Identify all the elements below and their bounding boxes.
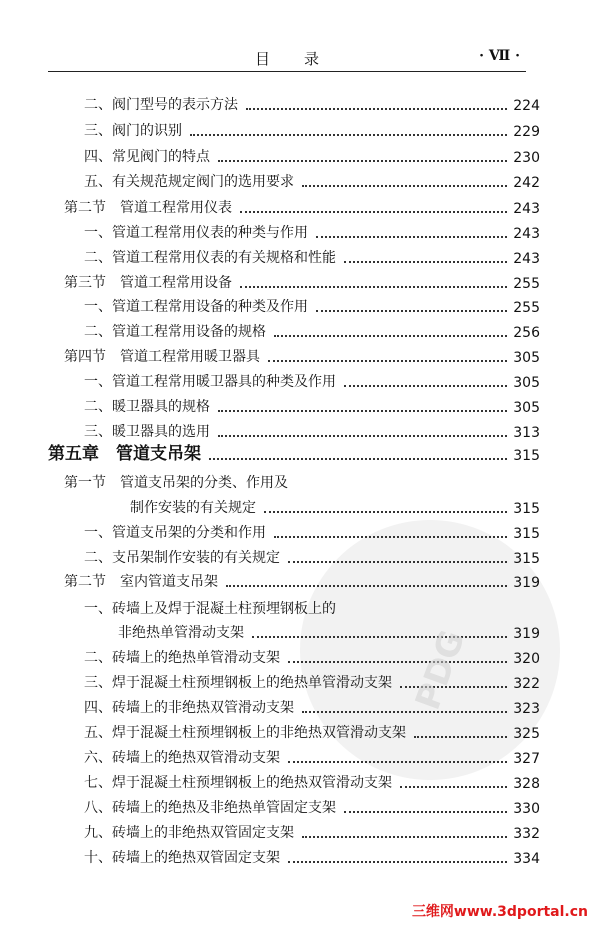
toc-entry-page: 319 bbox=[513, 575, 540, 591]
toc-leader-dots bbox=[218, 160, 507, 162]
toc-entry-page: 334 bbox=[513, 851, 540, 867]
toc-section bbox=[64, 195, 540, 217]
toc-leader-dots bbox=[240, 211, 507, 213]
toc-entry-page: 319 bbox=[513, 626, 540, 642]
toc-section bbox=[64, 344, 540, 366]
toc-entry-label: 一、管道支吊架的分类和作用 bbox=[84, 525, 266, 541]
toc-entry bbox=[84, 394, 540, 416]
toc-entry-label: 八、砖墙上的绝热及非绝热单管固定支架 bbox=[84, 800, 336, 816]
toc-leader-dots bbox=[264, 511, 507, 513]
toc-leader-dots bbox=[240, 286, 507, 288]
toc-leader-dots bbox=[226, 585, 507, 587]
toc-entry-label: 二、暖卫器具的规格 bbox=[84, 399, 210, 415]
toc-leader-dots bbox=[316, 236, 507, 238]
toc-entry-page: 243 bbox=[513, 226, 540, 242]
toc-entry bbox=[84, 220, 540, 242]
toc-entry-label: 一、管道工程常用设备的种类及作用 bbox=[84, 299, 308, 315]
toc-entry-page: 255 bbox=[513, 276, 540, 292]
toc-entry-page: 328 bbox=[513, 776, 540, 792]
toc-entry bbox=[84, 419, 540, 441]
toc-entry bbox=[84, 745, 540, 767]
toc-entry-label: 十、砖墙上的绝热双管固定支架 bbox=[84, 850, 280, 866]
toc-entry-page: 243 bbox=[513, 251, 540, 267]
toc-leader-dots bbox=[288, 661, 507, 663]
toc-entry-label: 二、管道工程常用设备的规格 bbox=[84, 324, 266, 340]
toc-entry-label: 五、焊于混凝土柱预埋钢板上的非绝热双管滑动支架 bbox=[84, 725, 406, 741]
toc-leader-dots bbox=[400, 786, 507, 788]
toc-entry bbox=[84, 820, 540, 842]
toc-leader-dots bbox=[288, 761, 507, 763]
toc-entry-label: 第二节 室内管道支吊架 bbox=[64, 574, 218, 590]
toc-entry-page: 256 bbox=[513, 325, 540, 341]
toc-entry-line1: 一、砖墙上及焊于混凝土柱预埋钢板上的 bbox=[84, 601, 336, 617]
toc-entry bbox=[84, 645, 540, 667]
toc-entry-page: 305 bbox=[513, 350, 540, 366]
toc-entry bbox=[84, 319, 540, 341]
toc-entry bbox=[84, 92, 540, 114]
toc-entry-label: 二、管道工程常用仪表的有关规格和性能 bbox=[84, 250, 336, 266]
toc-entry bbox=[84, 770, 540, 792]
toc-leader-dots bbox=[302, 711, 507, 713]
toc-entry-page: 330 bbox=[513, 801, 540, 817]
toc-entry-page: 315 bbox=[513, 448, 540, 464]
toc-entry-page: 305 bbox=[513, 400, 540, 416]
toc-entry-label: 三、阀门的识别 bbox=[84, 123, 182, 139]
toc-entry-label: 第三节 管道工程常用设备 bbox=[64, 275, 232, 291]
header-title: 目录 bbox=[254, 50, 353, 68]
toc-leader-dots bbox=[246, 108, 507, 110]
toc-leader-dots bbox=[344, 385, 507, 387]
toc-leader-dots bbox=[414, 736, 507, 738]
toc-entry-label: 二、砖墙上的绝热单管滑动支架 bbox=[84, 650, 280, 666]
toc-entry-page: 315 bbox=[513, 501, 540, 517]
toc-entry-page: 325 bbox=[513, 726, 540, 742]
toc-entry-page: 229 bbox=[513, 124, 540, 140]
toc-leader-dots bbox=[209, 458, 507, 460]
toc-entry-label: 四、砖墙上的非绝热双管滑动支架 bbox=[84, 700, 294, 716]
toc-entry-page: 243 bbox=[513, 201, 540, 217]
toc-entry bbox=[84, 520, 540, 542]
toc-entry-page: 332 bbox=[513, 826, 540, 842]
toc-entry-page: 230 bbox=[513, 150, 540, 166]
toc-entry-label: 非绝热单管滑动支架 bbox=[118, 625, 244, 641]
toc-leader-dots bbox=[190, 134, 507, 136]
toc-section-line1: 第一节 管道支吊架的分类、作用及 bbox=[64, 475, 288, 491]
toc-entry bbox=[84, 118, 540, 140]
toc-entry-label: 第五章 管道支吊架 bbox=[48, 444, 201, 464]
toc-entry bbox=[84, 369, 540, 391]
toc-entry-label: 制作安装的有关规定 bbox=[130, 500, 256, 516]
header-rule bbox=[48, 71, 526, 72]
toc-entry-label: 七、焊于混凝土柱预埋钢板上的绝热双管滑动支架 bbox=[84, 775, 392, 791]
toc-entry bbox=[84, 169, 540, 191]
toc-leader-dots bbox=[268, 360, 507, 362]
toc-entry bbox=[84, 845, 540, 867]
toc-entry-page: 320 bbox=[513, 651, 540, 667]
toc-leader-dots bbox=[288, 861, 507, 863]
toc-entry bbox=[118, 620, 540, 642]
toc-entry-label: 一、管道工程常用仪表的种类与作用 bbox=[84, 225, 308, 241]
toc-entry-page: 315 bbox=[513, 551, 540, 567]
toc-leader-dots bbox=[302, 836, 507, 838]
toc-entry-page: 327 bbox=[513, 751, 540, 767]
toc-entry-label: 五、有关规范规定阀门的选用要求 bbox=[84, 174, 294, 190]
toc-entry-label: 三、焊于混凝土柱预埋钢板上的绝热单管滑动支架 bbox=[84, 675, 392, 691]
toc-entry-label: 九、砖墙上的非绝热双管固定支架 bbox=[84, 825, 294, 841]
toc-entry-page: 315 bbox=[513, 526, 540, 542]
toc-entry bbox=[84, 795, 540, 817]
toc-entry-label: 一、管道工程常用暖卫器具的种类及作用 bbox=[84, 374, 336, 390]
toc-entry-page: 224 bbox=[513, 98, 540, 114]
toc-entry-page: 313 bbox=[513, 425, 540, 441]
toc-entry-page: 322 bbox=[513, 676, 540, 692]
toc-section bbox=[130, 495, 540, 517]
toc-entry bbox=[84, 545, 540, 567]
page-header bbox=[48, 38, 526, 72]
toc-entry bbox=[84, 245, 540, 267]
toc-entry bbox=[84, 720, 540, 742]
toc-entry bbox=[84, 670, 540, 692]
toc-leader-dots bbox=[218, 435, 507, 437]
toc-entry-page: 255 bbox=[513, 300, 540, 316]
toc-leader-dots bbox=[344, 261, 507, 263]
toc-leader-dots bbox=[316, 310, 507, 312]
toc-leader-dots bbox=[274, 536, 507, 538]
toc-leader-dots bbox=[274, 335, 507, 337]
toc-entry bbox=[84, 695, 540, 717]
toc-entry bbox=[84, 144, 540, 166]
toc-entry-page: 242 bbox=[513, 175, 540, 191]
toc-entry-label: 第二节 管道工程常用仪表 bbox=[64, 200, 232, 216]
toc-leader-dots bbox=[288, 561, 507, 563]
toc-entry-label: 四、常见阀门的特点 bbox=[84, 149, 210, 165]
toc-leader-dots bbox=[302, 185, 507, 187]
toc-entry-label: 三、暖卫器具的选用 bbox=[84, 424, 210, 440]
site-watermark: 三维网www.3dportal.cn bbox=[411, 904, 588, 920]
header-page-number: · Ⅶ · bbox=[479, 48, 520, 64]
toc-section bbox=[64, 569, 540, 591]
toc-chapter bbox=[48, 442, 540, 464]
toc-leader-dots bbox=[344, 811, 507, 813]
toc-entry-label: 六、砖墙上的绝热双管滑动支架 bbox=[84, 750, 280, 766]
watermark-text: PDG bbox=[407, 625, 474, 715]
toc-entry-label: 第四节 管道工程常用暖卫器具 bbox=[64, 349, 260, 365]
toc-entry bbox=[84, 294, 540, 316]
toc-entry-page: 323 bbox=[513, 701, 540, 717]
toc-leader-dots bbox=[218, 410, 507, 412]
toc-section bbox=[64, 270, 540, 292]
toc-entry-label: 二、支吊架制作安装的有关规定 bbox=[84, 550, 280, 566]
toc-entry-label: 二、阀门型号的表示方法 bbox=[84, 97, 238, 113]
toc-entry-page: 305 bbox=[513, 375, 540, 391]
